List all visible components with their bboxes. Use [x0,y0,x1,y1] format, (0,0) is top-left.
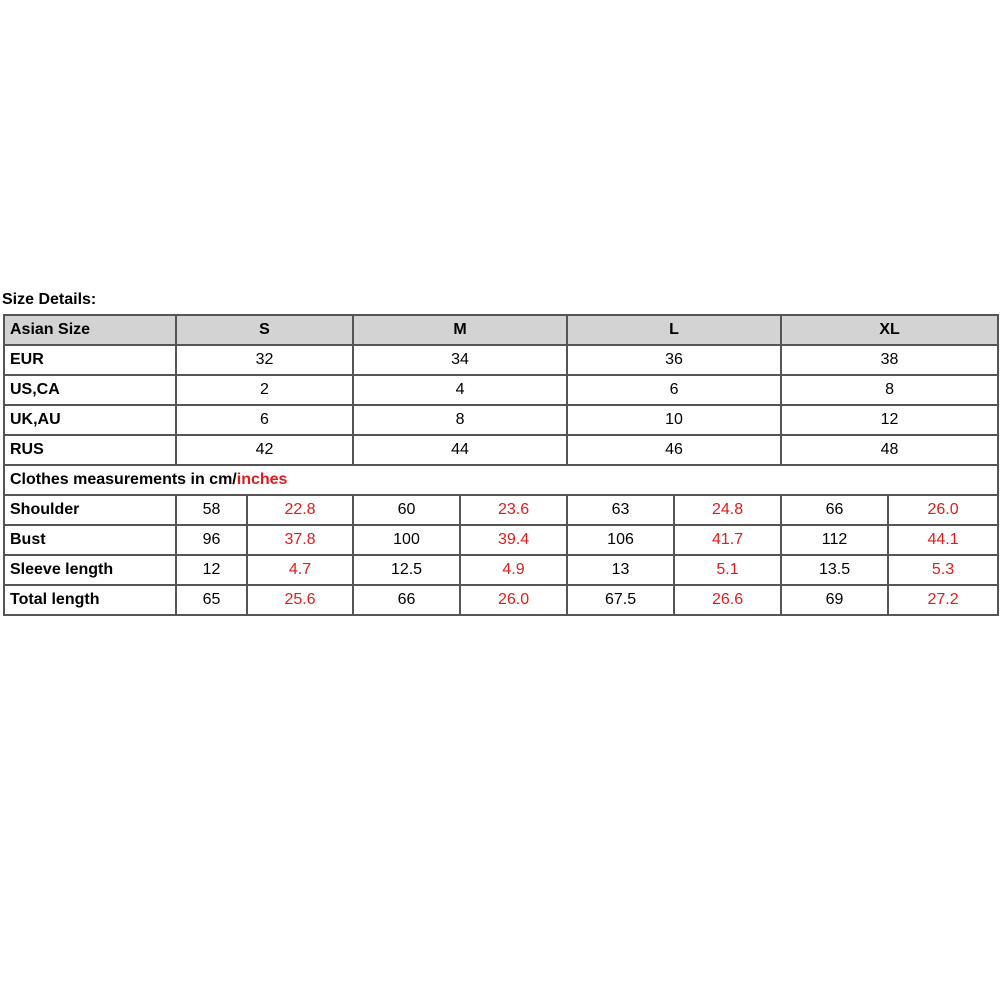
cm-cell: 60 [353,495,460,525]
cm-cell: 63 [567,495,674,525]
inch-cell: 25.6 [247,585,353,615]
inch-cell: 27.2 [888,585,998,615]
table-cell: 44 [353,435,567,465]
cm-cell: 12 [176,555,247,585]
table-cell: 4 [353,375,567,405]
cm-cell: 58 [176,495,247,525]
cm-cell: 13 [567,555,674,585]
inch-cell: 44.1 [888,525,998,555]
inch-cell: 22.8 [247,495,353,525]
table-cell: 12 [781,405,998,435]
inch-cell: 37.8 [247,525,353,555]
table-cell: 10 [567,405,781,435]
cm-cell: 112 [781,525,888,555]
table-cell: 42 [176,435,353,465]
table-row [4,435,998,465]
inch-cell: 4.9 [460,555,567,585]
cm-cell: 67.5 [567,585,674,615]
row-label: Sleeve length [4,555,176,585]
row-label: Total length [4,585,176,615]
inch-cell: 23.6 [460,495,567,525]
inch-cell: 41.7 [674,525,781,555]
row-label: RUS [4,435,176,465]
row-label: Bust [4,525,176,555]
table-cell: 36 [567,345,781,375]
table-cell: 8 [353,405,567,435]
table-cell: 8 [781,375,998,405]
inch-cell: 4.7 [247,555,353,585]
size-m-header: M [353,315,567,345]
row-label: UK,AU [4,405,176,435]
measurements-heading [4,465,998,495]
cm-cell: 69 [781,585,888,615]
table-row [4,525,998,555]
table-cell: 6 [567,375,781,405]
cm-cell: 96 [176,525,247,555]
inch-cell: 26.6 [674,585,781,615]
page-title: Size Details: [2,291,97,308]
cm-cell: 66 [353,585,460,615]
cm-cell: 13.5 [781,555,888,585]
table-row [4,345,998,375]
size-chart-table [3,314,999,616]
table-cell: 48 [781,435,998,465]
size-l-header: L [567,315,781,345]
cm-cell: 66 [781,495,888,525]
row-label: US,CA [4,375,176,405]
table-row [4,405,998,435]
table-cell: 32 [176,345,353,375]
table-cell: 38 [781,345,998,375]
size-s-header: S [176,315,353,345]
table-row [4,375,998,405]
size-xl-header: XL [781,315,998,345]
inch-cell: 39.4 [460,525,567,555]
measurements-heading-row [4,465,998,495]
table-cell: 46 [567,435,781,465]
table-row [4,555,998,585]
measurements-heading-prefix: Clothes measurements in cm/ [10,471,237,488]
inch-cell: 24.8 [674,495,781,525]
table-cell: 2 [176,375,353,405]
row-label: Shoulder [4,495,176,525]
cm-cell: 106 [567,525,674,555]
inch-cell: 5.1 [674,555,781,585]
inch-cell: 5.3 [888,555,998,585]
cm-cell: 65 [176,585,247,615]
table-cell: 6 [176,405,353,435]
cm-cell: 100 [353,525,460,555]
inch-cell: 26.0 [460,585,567,615]
cm-cell: 12.5 [353,555,460,585]
table-cell: 34 [353,345,567,375]
inch-cell: 26.0 [888,495,998,525]
header-label: Asian Size [4,315,176,345]
table-row [4,585,998,615]
table-row [4,495,998,525]
measurements-heading-suffix: inches [236,471,288,488]
row-label: EUR [4,345,176,375]
size-header-row [4,315,998,345]
